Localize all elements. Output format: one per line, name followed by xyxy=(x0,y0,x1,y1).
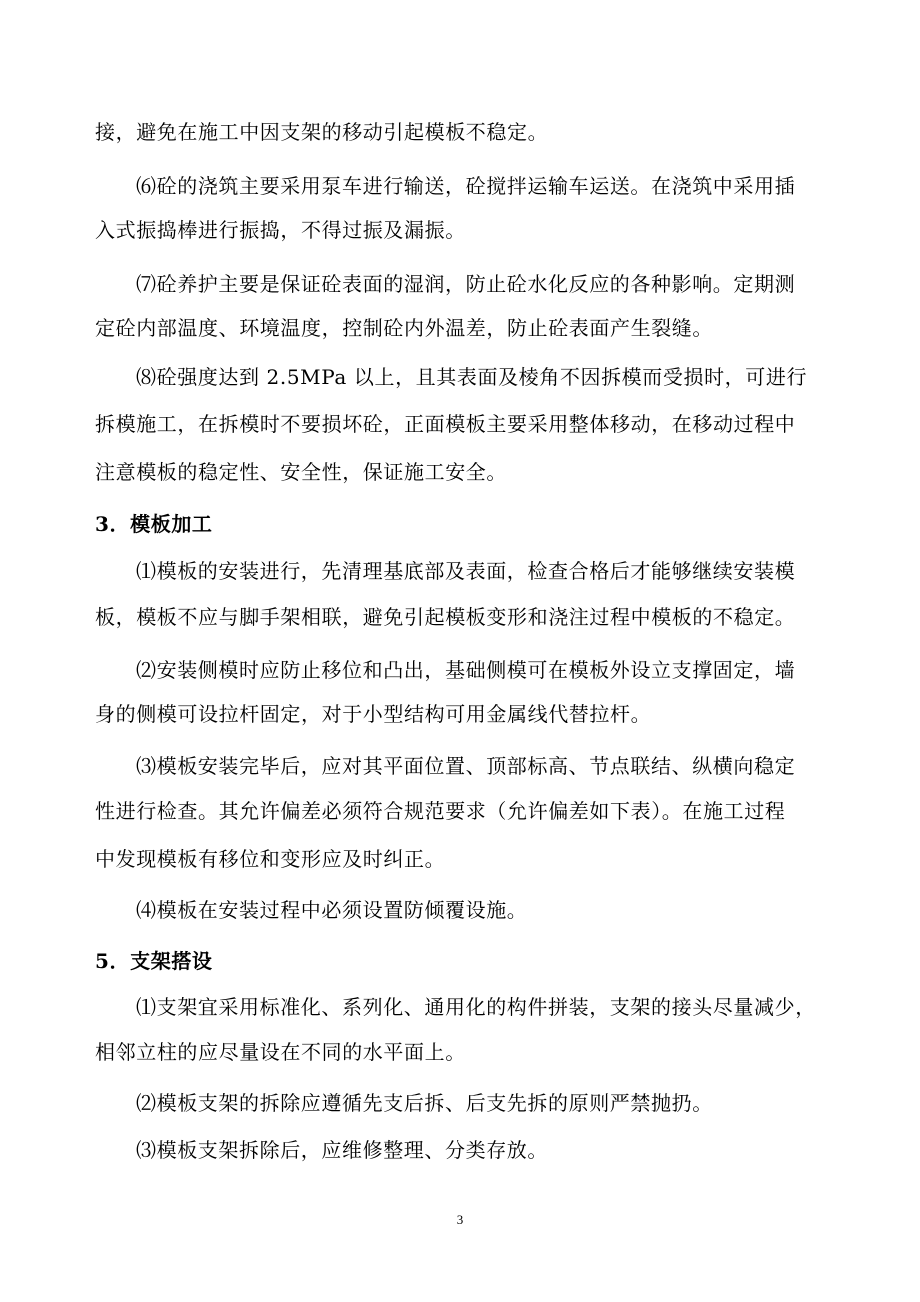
section-heading: 3．模板加工 xyxy=(95,512,213,536)
text-line: 接，避免在施工中因支架的移动引起模板不稳定。 xyxy=(95,120,549,144)
text-line: ⑵模板支架的拆除应遵循先支后拆、后支先拆的原则严禁抛扔。 xyxy=(136,1091,713,1115)
text-line: ⑻砼强度达到 2.5MPa 以上，且其表面及棱角不因拆模而受损时，可进行 xyxy=(136,365,808,389)
text-line: 定砼内部温度、环境温度，控制砼内外温差，防止砼表面产生裂缝。 xyxy=(95,316,713,340)
text-line: 拆模施工，在拆模时不要损坏砼，正面模板主要采用整体移动，在移动过程中 xyxy=(95,412,796,436)
text-line: ⑷模板在安装过程中必须设置防倾覆设施。 xyxy=(136,898,528,922)
section-heading: 5．支架搭设 xyxy=(95,949,213,973)
text-line: ⑶模板安装完毕后，应对其平面位置、顶部标高、节点联结、纵横向稳定 xyxy=(136,754,796,778)
text-line: 入式振捣棒进行振捣，不得过振及漏振。 xyxy=(95,218,466,242)
text-line: ⑺砼养护主要是保证砼表面的湿润，防止砼水化反应的各种影响。定期测 xyxy=(136,272,796,296)
text-line: ⑶模板支架拆除后，应维修整理、分类存放。 xyxy=(136,1138,548,1162)
text-line: 相邻立柱的应尽量设在不同的水平面上。 xyxy=(95,1040,466,1064)
page-number: 3 xyxy=(456,1212,464,1227)
text-line: 中发现模板有移位和变形应及时纠正。 xyxy=(95,847,446,871)
text-line: 身的侧模可设拉杆固定，对于小型结构可用金属线代替拉杆。 xyxy=(95,702,652,726)
text-line: ⑴支架宜采用标准化、系列化、通用化的构件拼装，支架的接头尽量减少， xyxy=(136,995,816,1019)
text-line: 板，模板不应与脚手架相联，避免引起模板变形和浇注过程中模板的不稳定。 xyxy=(95,605,796,629)
text-line: ⑵安装侧模时应防止移位和凸出，基础侧模可在模板外设立支撑固定，墙 xyxy=(136,658,796,682)
text-line: ⑹砼的浇筑主要采用泵车进行输送，砼搅拌运输车运送。在浇筑中采用插 xyxy=(136,174,796,198)
text-line: 注意模板的稳定性、安全性，保证施工安全。 xyxy=(95,460,507,484)
text-line: 性进行检查。其允许偏差必须符合规范要求（允许偏差如下表）。在施工过程 xyxy=(95,799,786,823)
text-line: ⑴模板的安装进行，先清理基底部及表面，检查合格后才能够继续安装模 xyxy=(136,559,796,583)
